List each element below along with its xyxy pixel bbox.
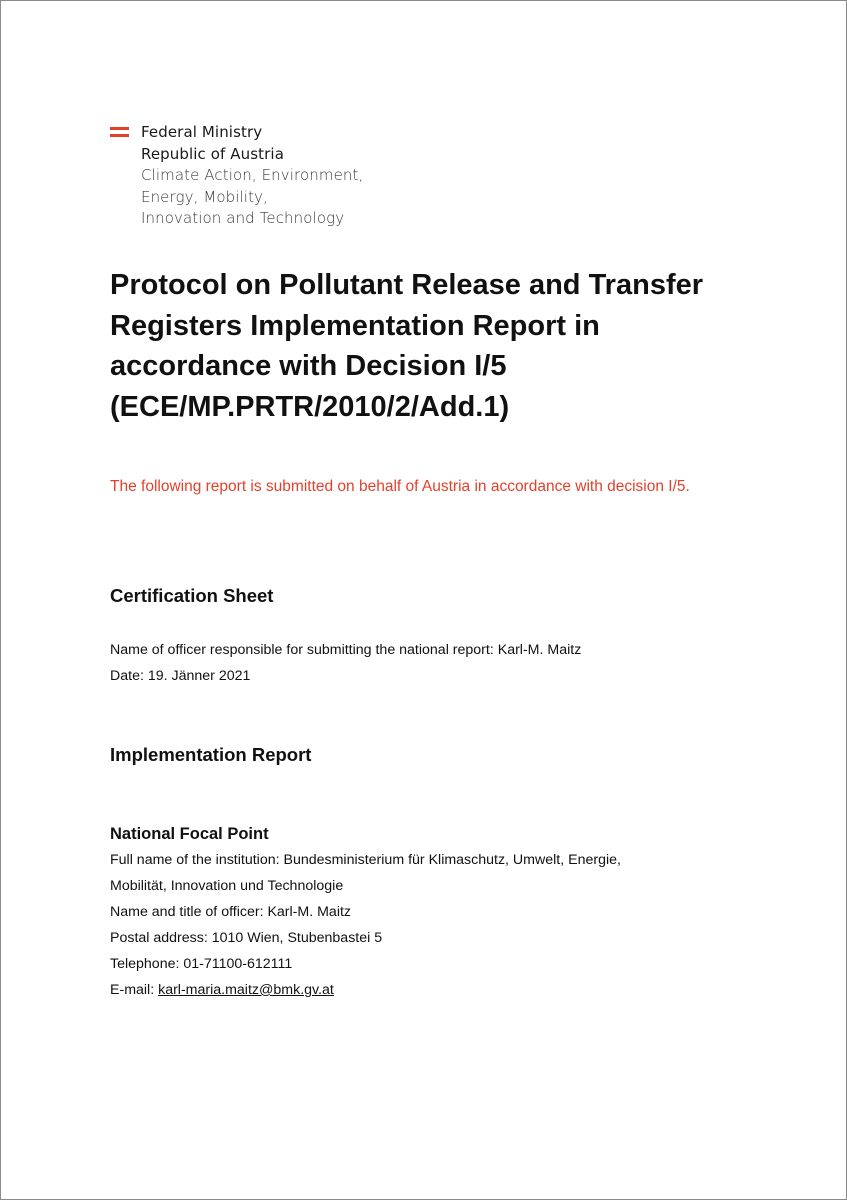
certification-sheet-heading: Certification Sheet <box>110 585 274 606</box>
national-focal-point-heading: National Focal Point <box>110 825 269 843</box>
officer-name-line: Name and title of officer: Karl-M. Maitz <box>110 904 352 920</box>
title-line: Protocol on Pollutant Release and Transfer <box>110 269 704 301</box>
officer-responsible-line: Name of officer responsible for submitting the national report: Karl-M. Maitz <box>110 642 582 658</box>
intro-statement: The following report is submitted on behalf of Austria in accordance with decision I/5. <box>110 478 690 495</box>
title-line: Registers Implementation Report in <box>110 309 600 342</box>
document-title <box>110 265 703 427</box>
telephone-line: Telephone: 01-71100-612111 <box>110 956 293 972</box>
title-line: (ECE/MP.PRTR/2010/2/Add.1) <box>110 390 510 423</box>
institution-line: Full name of the institution: Bundesministerium für Klimaschutz, Umwelt, Energie, <box>110 852 621 868</box>
title-line: accordance with Decision I/5 <box>110 350 507 382</box>
certification-details <box>110 637 581 689</box>
logo-line: Federal Ministry <box>141 123 263 141</box>
logo-line: Republic of Austria <box>141 144 284 163</box>
logo-line: Climate Action, Environment, <box>141 166 364 185</box>
ministry-name <box>141 122 363 230</box>
austria-flag-icon <box>110 127 129 137</box>
implementation-report-heading: Implementation Report <box>110 744 312 765</box>
postal-address-line: Postal address: 1010 Wien, Stubenbastei 5 <box>110 930 383 946</box>
email-label: E-mail: <box>110 982 159 998</box>
email-line <box>110 977 621 1003</box>
focal-point-details <box>110 847 621 1003</box>
date-line: Date: 19. Jänner 2021 <box>110 668 251 684</box>
logo-line: Energy, Mobility, <box>141 187 268 206</box>
email-link[interactable]: karl-maria.maitz@bmk.gv.at <box>158 982 334 998</box>
institution-line: Mobilität, Innovation und Technologie <box>110 878 344 894</box>
logo-line: Innovation and Technology <box>141 209 345 228</box>
